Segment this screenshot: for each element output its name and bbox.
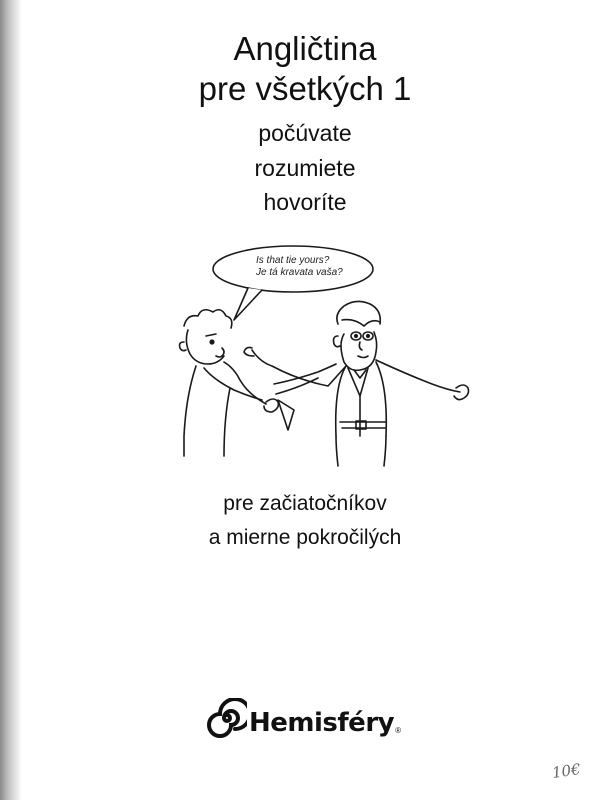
verb-listen: počúvate — [258, 120, 352, 146]
speech-bubble-english: Is that tie yours? — [256, 255, 330, 266]
publisher-brand — [207, 693, 401, 743]
verb-speak: hovoríte — [263, 189, 347, 215]
audience-line-2: a mierne pokročilých — [208, 526, 402, 549]
spiral-logo-icon — [207, 698, 247, 738]
publisher-name: Hemisféry — [249, 708, 395, 738]
audience-line-1: pre začiatočníkov — [223, 492, 387, 515]
book-title-line-1: Angličtina — [233, 30, 377, 67]
speech-bubble-slovak: Je tá kravata vaša? — [256, 267, 343, 278]
registered-mark: ® — [395, 726, 401, 735]
verb-understand: rozumiete — [254, 155, 356, 181]
book-title-line-2: pre všetkých 1 — [198, 70, 412, 107]
speech-bubble-tail — [234, 288, 262, 320]
handwritten-price-note: 10€ — [550, 760, 582, 782]
